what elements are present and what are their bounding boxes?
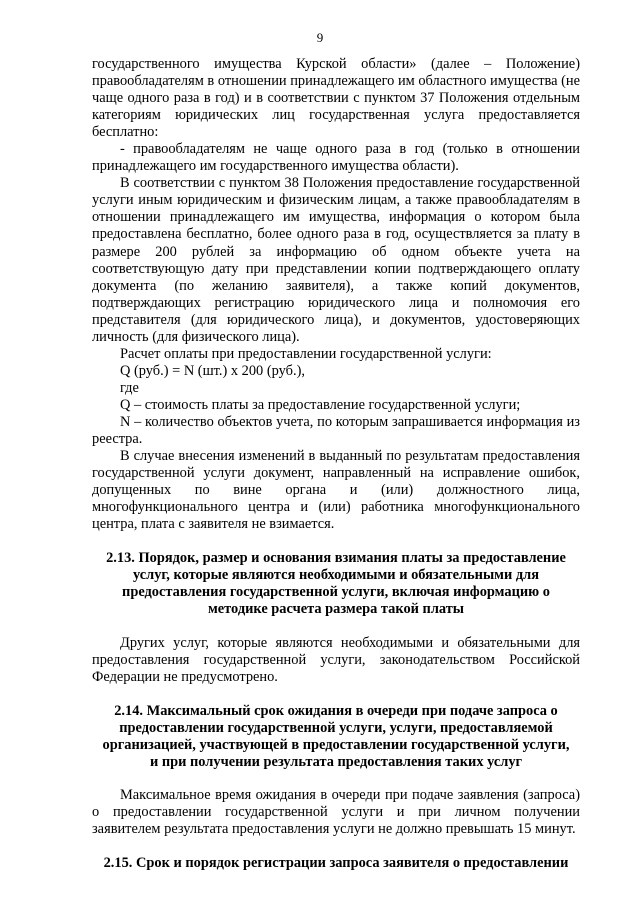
- paragraph: - правообладателям не чаще одного раза в год (только в отношении принадлежащего им государственного имущества области).: [92, 141, 580, 175]
- paragraph: В соответствии с пунктом 38 Положения предоставление государственной услуги иным юридическим и физическим лицам, а также правообладателям в отношении принадлежащего им имущества, информация о котором была предоставлена бесплатно, более одного раза в год, осуществляется за плату в размере 200 рублей за информацию об одном объекте учета на соответствующую дату при представлении копии подтверждающего оплату документа (по желанию заявителя), а также копий документов, подтверждающих регистрацию юридического лица и полномочия его представителя (для юридического лица), и документов, удостоверяющих личность (для физического лица).: [92, 175, 580, 345]
- section-heading-2-14: 2.14. Максимальный срок ожидания в очереди при подаче запроса о предоставлении государственной услуги, услуги, предоставляемой организацией, участвующей в предоставлении государственной услуги, и при получении результата предоставления таких услуг: [102, 702, 570, 770]
- paragraph: Других услуг, которые являются необходимыми и обязательными для предоставления государственной услуги, законодательством Российской Федерации не предусмотрено.: [92, 634, 580, 685]
- paragraph: В случае внесения изменений в выданный по результатам предоставления государственной услуги документ, направленный на исправление ошибок, допущенных по вине органа и (или) должностного лица, многофункционального центра и (или) работника многофункционального центра, плата с заявителя не взимается.: [92, 448, 580, 533]
- paragraph: N – количество объектов учета, по которым запрашивается информация из реестра.: [92, 413, 580, 448]
- paragraph: государственного имущества Курской области» (далее – Положение) правообладателям в отношении принадлежащего им областного имущества (не чаще одного раза в год) и в соответствии с пунктом 37 Положения отдельным категориям юридических лиц государственная услуга предоставляется бесплатно:: [92, 56, 580, 141]
- formula: Q (руб.) = N (шт.) х 200 (руб.),: [120, 362, 305, 379]
- paragraph: Расчет оплаты при предоставлении государственной услуги:: [120, 345, 492, 362]
- paragraph: где: [120, 379, 139, 396]
- section-heading-2-15: 2.15. Срок и порядок регистрации запроса заявителя о предоставлении: [103, 854, 569, 871]
- page-number: 9: [316, 30, 324, 45]
- section-heading-2-13: 2.13. Порядок, размер и основания взимания платы за предоставление услуг, которые являются необходимыми и обязательными для предоставления государственной услуги, включая информацию о методике расчета размера такой платы: [106, 550, 566, 618]
- paragraph: Максимальное время ожидания в очереди при подаче заявления (запроса) о предоставлении государственной услуги и при личном получении заявителем результата предоставления услуги не должно превышать 15 минут.: [92, 786, 580, 837]
- paragraph: Q – стоимость платы за предоставление государственной услуги;: [120, 396, 521, 413]
- document-body: [92, 56, 580, 872]
